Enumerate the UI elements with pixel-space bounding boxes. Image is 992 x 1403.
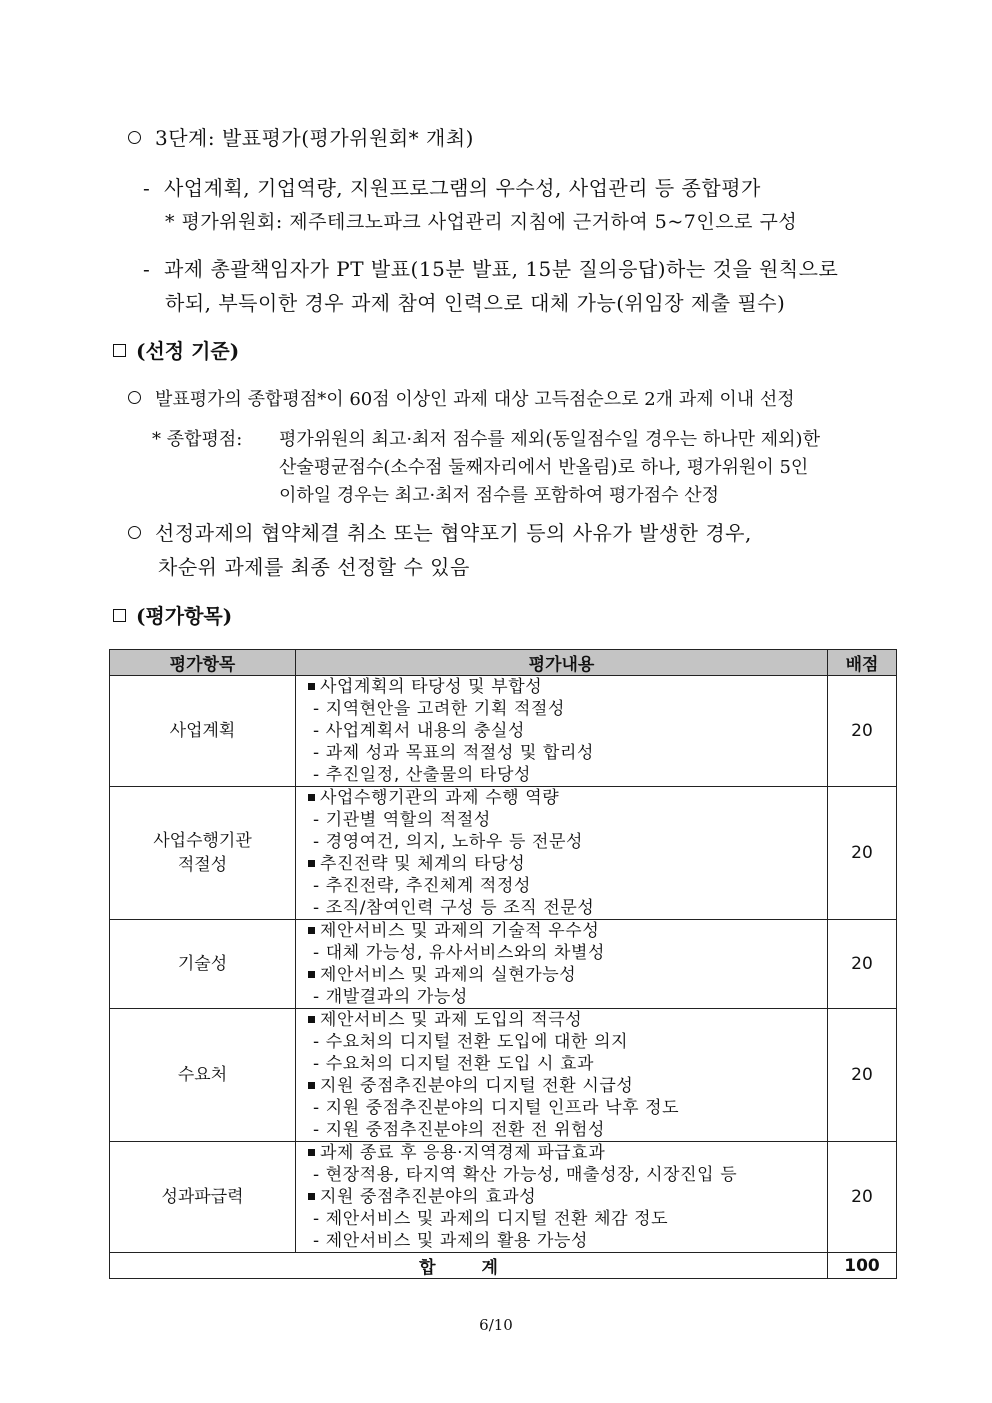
criterion-sub [308,897,827,919]
criterion-text: 제안서비스 및 과제의 기술적 우수성 [320,921,600,941]
criterion-text: - 대체 가능성, 유사서비스와의 차별성 [313,943,606,963]
category-cell [110,1142,296,1253]
note-line: 산술평균점수(소수점 둘째자리에서 반올림)로 하나, 평가위원이 5인 [279,457,809,478]
square-bullet-icon [308,927,315,934]
criterion-text: 제안서비스 및 과제 도입의 적극성 [320,1010,583,1030]
page-number: 6/10 [479,1316,513,1334]
criterion-text: - 개발결과의 가능성 [313,987,468,1007]
criterion-text: - 수요처의 디지털 전환 도입에 대한 의지 [313,1032,629,1052]
note-line: * 평가위원회: 제주테크노파크 사업관리 지침에 근거하여 5~7인으로 구성 [165,211,798,233]
points-cell: 20 [828,1142,897,1253]
criterion-text: 제안서비스 및 과제의 실현가능성 [320,965,577,985]
criterion-sub [308,764,827,786]
bullet-text: 과제 총괄책임자가 PT 발표(15분 발표, 15분 질의응답)하는 것을 원칙으로 [163,257,839,281]
criterion-sub [308,1053,827,1075]
criterion-sub [308,698,827,720]
note-text: 평가위원회: 제주테크노파크 사업관리 지침에 근거하여 5~7인으로 구성 [181,211,798,233]
header-points: 배점 [828,650,897,676]
bullet-text: 사업계획, 기업역량, 지원프로그램의 우수성, 사업관리 등 종합평가 [163,176,761,200]
criterion-sub [308,1164,827,1186]
criterion-main [308,964,827,986]
square-bullet-icon [308,1016,315,1023]
note-label: * 종합평점: [152,429,243,450]
evaluation-table [109,649,897,1279]
square-bullet-icon [308,683,315,690]
criterion-sub [308,742,827,764]
criterion-text: - 제안서비스 및 과제의 활용 가능성 [313,1231,589,1251]
criterion-text: - 제안서비스 및 과제의 디지털 전환 체감 정도 [313,1209,669,1229]
total-points: 100 [828,1253,897,1279]
criterion-sub [308,1119,827,1141]
category-label: 기술성 [177,954,228,974]
criterion-text: 추진전략 및 체계의 타당성 [320,854,526,874]
square-bullet-icon [308,1082,315,1089]
criterion-main [308,1142,827,1164]
table-row [110,676,897,787]
criterion-main [308,787,827,809]
stage3-text: 3단계: 발표평가(평가위원회* 개최) [155,126,474,150]
note-line: 이하일 경우는 최고·최저 점수를 포함하여 평가점수 산정 [279,485,719,506]
criterion-sub [308,942,827,964]
total-label: 합 계 [110,1253,828,1279]
content-cell [296,676,828,787]
table-header-row [110,650,897,676]
criterion-text: - 지원 중점추진분야의 디지털 인프라 낙후 정도 [313,1098,680,1118]
criterion-text: 과제 종료 후 응용·지역경제 파급효과 [320,1143,606,1163]
criterion-text: 사업계획의 타당성 및 부합성 [320,677,543,697]
circle-bullet-icon [128,131,141,144]
stage3-line [128,122,474,151]
criterion-text: - 수요처의 디지털 전환 도입 시 효과 [313,1054,595,1074]
criterion-sub [308,875,827,897]
note-line: 평가위원의 최고·최저 점수를 제외(동일점수일 경우는 하나만 제외)한 [279,429,820,450]
table-row [110,1009,897,1142]
table-row [110,787,897,920]
circle-bullet-icon [128,391,141,404]
category-cell [110,676,296,787]
content-cell [296,920,828,1009]
criterion-main [308,1009,827,1031]
criterion-sub [308,986,827,1008]
header-content: 평가내용 [296,650,828,676]
criterion-text: - 추진전략, 추진체계 적정성 [313,876,531,896]
criterion-text: 사업수행기관의 과제 수행 역량 [320,788,560,808]
total-row [110,1253,897,1279]
criterion-main [308,853,827,875]
category-cell [110,920,296,1009]
criterion-main [308,1186,827,1208]
square-bullet-icon [308,971,315,978]
criterion-text: - 지역현안을 고려한 기획 적절성 [313,699,566,719]
category-label: 사업수행기관 [153,831,252,851]
content-cell [296,1142,828,1253]
points-cell: 20 [828,676,897,787]
square-bullet-icon [308,1193,315,1200]
criterion-text: 지원 중점추진분야의 효과성 [320,1187,537,1207]
square-bullet-icon [113,344,126,357]
category-cell [110,787,296,920]
category-label: 사업계획 [169,721,236,741]
table-row [110,920,897,1009]
criterion-sub [308,720,827,742]
points-cell: 20 [828,1009,897,1142]
criterion-sub [308,1230,827,1252]
criterion-text: - 추진일정, 산출물의 타당성 [313,765,531,785]
section-heading-evaluation: (평가항목) [113,600,232,629]
criterion-sub [308,1031,827,1053]
category-label: 성과파급력 [161,1187,244,1207]
bullet-text: 하되, 부득이한 경우 과제 참여 인력으로 대체 가능(위임장 제출 필수) [165,291,786,315]
table-body [110,676,897,1279]
square-bullet-icon [308,860,315,867]
criterion-text: 지원 중점추진분야의 디지털 전환 시급성 [320,1076,634,1096]
criteria-item: 발표평가의 종합평점*이 60점 이상인 과제 대상 고득점순으로 2개 과제 이내 선정 [128,385,795,411]
criterion-text: - 기관별 역할의 적절성 [313,810,491,830]
criterion-main [308,920,827,942]
circle-bullet-icon [128,526,141,539]
criterion-sub [308,1097,827,1119]
criterion-main [308,676,827,698]
points-cell: 20 [828,787,897,920]
criterion-sub [308,1208,827,1230]
criterion-sub [308,831,827,853]
criterion-text: - 사업계획서 내용의 충실성 [313,721,525,741]
content-cell [296,1009,828,1142]
criterion-text: - 과제 성과 목표의 적절성 및 합리성 [313,743,595,763]
points-cell: 20 [828,920,897,1009]
category-label: 수요처 [177,1065,228,1085]
category-label: 적절성 [177,855,228,875]
table-row [110,1142,897,1253]
criteria-item: 선정과제의 협약체결 취소 또는 협약포기 등의 사유가 발생한 경우, [128,517,752,546]
bullet-line: - 과제 총괄책임자가 PT 발표(15분 발표, 15분 질의응답)하는 것을 원칙으로 [143,257,839,281]
content-cell [296,787,828,920]
criterion-sub [308,809,827,831]
criterion-main [308,1075,827,1097]
criterion-text: - 조직/참여인력 구성 등 조직 전문성 [313,898,595,918]
criterion-text: - 현장적용, 타지역 확산 가능성, 매출성장, 시장진입 등 [313,1165,738,1185]
square-bullet-icon [308,1149,315,1156]
square-bullet-icon [113,609,126,622]
criterion-text: - 지원 중점추진분야의 전환 전 위험성 [313,1120,606,1140]
header-category: 평가항목 [110,650,296,676]
bullet-continuation [165,287,785,316]
criterion-text: - 경영여건, 의지, 노하우 등 전문성 [313,832,584,852]
section-heading-selection: (선정 기준) [113,335,239,364]
category-cell [110,1009,296,1142]
square-bullet-icon [308,794,315,801]
bullet-line: - 사업계획, 기업역량, 지원프로그램의 우수성, 사업관리 등 종합평가 [143,176,761,200]
criteria-continuation: 차순위 과제를 최종 선정할 수 있음 [158,555,470,579]
